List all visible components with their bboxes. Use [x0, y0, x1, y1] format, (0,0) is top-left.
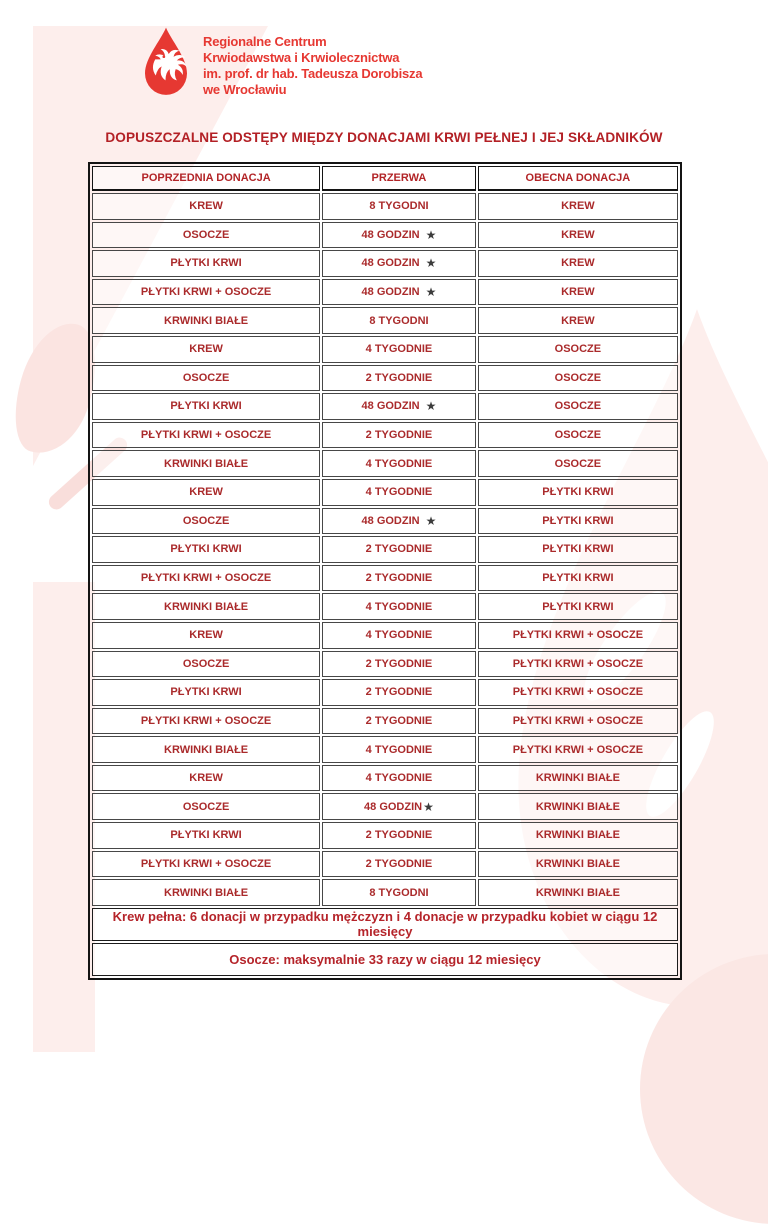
- table-row: [92, 651, 678, 678]
- cell-current-donation: KRWINKI BIAŁE: [478, 851, 678, 878]
- cell-current-donation: KREW: [478, 307, 678, 334]
- cell-previous-donation: OSOCZE: [92, 651, 320, 678]
- table-row: [92, 422, 678, 449]
- cell-current-donation: KRWINKI BIAŁE: [478, 822, 678, 849]
- org-line: we Wrocławiu: [203, 82, 287, 97]
- cell-interval: 2 TYGODNIE: [322, 651, 476, 678]
- table-row: [92, 336, 678, 363]
- cell-current-donation: KREW: [478, 250, 678, 277]
- cell-current-donation: PŁYTKI KRWI: [478, 565, 678, 592]
- cell-current-donation: KRWINKI BIAŁE: [478, 793, 678, 820]
- star-icon: ★: [423, 799, 434, 814]
- star-icon: ★: [425, 227, 437, 242]
- cell-interval: 8 TYGODNI: [322, 193, 476, 220]
- cell-current-donation: PŁYTKI KRWI: [478, 479, 678, 506]
- cell-interval: 48 GODZIN ★: [322, 250, 476, 277]
- cell-current-donation: PŁYTKI KRWI + OSOCZE: [478, 651, 678, 678]
- table-row: [92, 222, 678, 249]
- cell-interval: 2 TYGODNIE: [322, 851, 476, 878]
- table-footnotes: [92, 908, 678, 976]
- cell-previous-donation: PŁYTKI KRWI + OSOCZE: [92, 422, 320, 449]
- cell-interval: 2 TYGODNIE: [322, 708, 476, 735]
- cell-interval: 48 GODZIN ★: [322, 279, 476, 306]
- cell-previous-donation: OSOCZE: [92, 365, 320, 392]
- table-row: [92, 793, 678, 820]
- blood-drop-logo-icon: [139, 26, 193, 96]
- cell-interval: 48 GODZIN ★: [322, 508, 476, 535]
- cell-current-donation: PŁYTKI KRWI + OSOCZE: [478, 679, 678, 706]
- cell-previous-donation: PŁYTKI KRWI + OSOCZE: [92, 279, 320, 306]
- table-row: [92, 565, 678, 592]
- table-row: [92, 708, 678, 735]
- cell-interval: 8 TYGODNI: [322, 879, 476, 906]
- table-row: [92, 193, 678, 220]
- star-icon: ★: [425, 513, 437, 528]
- cell-interval: 48 GODZIN★: [322, 793, 476, 820]
- cell-current-donation: PŁYTKI KRWI: [478, 536, 678, 563]
- table-row: [92, 765, 678, 792]
- cell-interval: 2 TYGODNIE: [322, 422, 476, 449]
- cell-previous-donation: KRWINKI BIAŁE: [92, 593, 320, 620]
- cell-previous-donation: KRWINKI BIAŁE: [92, 879, 320, 906]
- footnote-row: [92, 908, 678, 941]
- cell-previous-donation: PŁYTKI KRWI + OSOCZE: [92, 565, 320, 592]
- cell-current-donation: OSOCZE: [478, 336, 678, 363]
- org-line: Krwiodawstwa i Krwiolecznictwa: [203, 50, 400, 65]
- cell-interval: 2 TYGODNIE: [322, 822, 476, 849]
- cell-current-donation: KREW: [478, 279, 678, 306]
- cell-current-donation: PŁYTKI KRWI + OSOCZE: [478, 736, 678, 763]
- footnote-whole-blood: Krew pełna: 6 donacji w przypadku mężczyzn i 4 donacje w przypadku kobiet w ciągu 12 miesięcy: [92, 908, 678, 941]
- cell-interval: 4 TYGODNIE: [322, 336, 476, 363]
- donation-rows: [92, 193, 678, 906]
- cell-current-donation: PŁYTKI KRWI: [478, 508, 678, 535]
- cell-current-donation: OSOCZE: [478, 422, 678, 449]
- footnote-row: [92, 943, 678, 976]
- table-row: [92, 851, 678, 878]
- star-icon: ★: [425, 256, 437, 271]
- cell-previous-donation: KREW: [92, 479, 320, 506]
- cell-interval: 8 TYGODNI: [322, 307, 476, 334]
- cell-interval: 2 TYGODNIE: [322, 365, 476, 392]
- organization-name: [203, 26, 422, 98]
- cell-previous-donation: PŁYTKI KRWI: [92, 679, 320, 706]
- table-header: [92, 166, 678, 191]
- cell-interval: 48 GODZIN ★: [322, 222, 476, 249]
- table-row: [92, 622, 678, 649]
- table-row: [92, 593, 678, 620]
- table-row: [92, 879, 678, 906]
- header-logo-block: [139, 26, 768, 98]
- cell-current-donation: KREW: [478, 222, 678, 249]
- cell-interval: 4 TYGODNIE: [322, 736, 476, 763]
- cell-current-donation: KRWINKI BIAŁE: [478, 765, 678, 792]
- table-row: [92, 279, 678, 306]
- cell-interval: 4 TYGODNIE: [322, 765, 476, 792]
- cell-previous-donation: PŁYTKI KRWI + OSOCZE: [92, 851, 320, 878]
- table-row: [92, 822, 678, 849]
- cell-previous-donation: KRWINKI BIAŁE: [92, 450, 320, 477]
- cell-interval: 4 TYGODNIE: [322, 593, 476, 620]
- table-row: [92, 307, 678, 334]
- header-row: [92, 166, 678, 191]
- cell-interval: 2 TYGODNIE: [322, 536, 476, 563]
- cell-interval: 2 TYGODNIE: [322, 679, 476, 706]
- cell-interval: 48 GODZIN ★: [322, 393, 476, 420]
- table-row: [92, 479, 678, 506]
- cell-previous-donation: KREW: [92, 336, 320, 363]
- header-previous-donation: POPRZEDNIA DONACJA: [92, 166, 320, 191]
- cell-current-donation: PŁYTKI KRWI: [478, 593, 678, 620]
- cell-interval: 2 TYGODNIE: [322, 565, 476, 592]
- table-row: [92, 736, 678, 763]
- cell-current-donation: OSOCZE: [478, 393, 678, 420]
- cell-current-donation: PŁYTKI KRWI + OSOCZE: [478, 708, 678, 735]
- org-line: im. prof. dr hab. Tadeusza Dorobisza: [203, 66, 423, 81]
- table-row: [92, 508, 678, 535]
- cell-previous-donation: PŁYTKI KRWI: [92, 393, 320, 420]
- cell-previous-donation: KREW: [92, 622, 320, 649]
- table-row: [92, 250, 678, 277]
- table-row: [92, 393, 678, 420]
- header-interval: PRZERWA: [322, 166, 476, 191]
- cell-current-donation: KREW: [478, 193, 678, 220]
- cell-previous-donation: OSOCZE: [92, 508, 320, 535]
- cell-previous-donation: KREW: [92, 765, 320, 792]
- table-row: [92, 450, 678, 477]
- table-row: [92, 365, 678, 392]
- cell-current-donation: OSOCZE: [478, 365, 678, 392]
- cell-previous-donation: PŁYTKI KRWI: [92, 822, 320, 849]
- star-icon: ★: [425, 285, 437, 300]
- cell-previous-donation: KREW: [92, 193, 320, 220]
- header-current-donation: OBECNA DONACJA: [478, 166, 678, 191]
- cell-previous-donation: OSOCZE: [92, 793, 320, 820]
- cell-interval: 4 TYGODNIE: [322, 479, 476, 506]
- table-row: [92, 679, 678, 706]
- table-row: [92, 536, 678, 563]
- cell-previous-donation: OSOCZE: [92, 222, 320, 249]
- page-title: DOPUSZCZALNE ODSTĘPY MIĘDZY DONACJAMI KRWI PEŁNEJ I JEJ SKŁADNIKÓW: [105, 130, 663, 145]
- cell-previous-donation: KRWINKI BIAŁE: [92, 736, 320, 763]
- cell-current-donation: KRWINKI BIAŁE: [478, 879, 678, 906]
- star-icon: ★: [425, 399, 437, 414]
- cell-previous-donation: PŁYTKI KRWI: [92, 250, 320, 277]
- cell-current-donation: OSOCZE: [478, 450, 678, 477]
- cell-interval: 4 TYGODNIE: [322, 622, 476, 649]
- cell-previous-donation: PŁYTKI KRWI: [92, 536, 320, 563]
- org-line: Regionalne Centrum: [203, 34, 327, 49]
- cell-previous-donation: KRWINKI BIAŁE: [92, 307, 320, 334]
- footnote-plasma: Osocze: maksymalnie 33 razy w ciągu 12 miesięcy: [92, 943, 678, 976]
- donation-intervals-table: [88, 162, 682, 980]
- cell-current-donation: PŁYTKI KRWI + OSOCZE: [478, 622, 678, 649]
- cell-interval: 4 TYGODNIE: [322, 450, 476, 477]
- cell-previous-donation: PŁYTKI KRWI + OSOCZE: [92, 708, 320, 735]
